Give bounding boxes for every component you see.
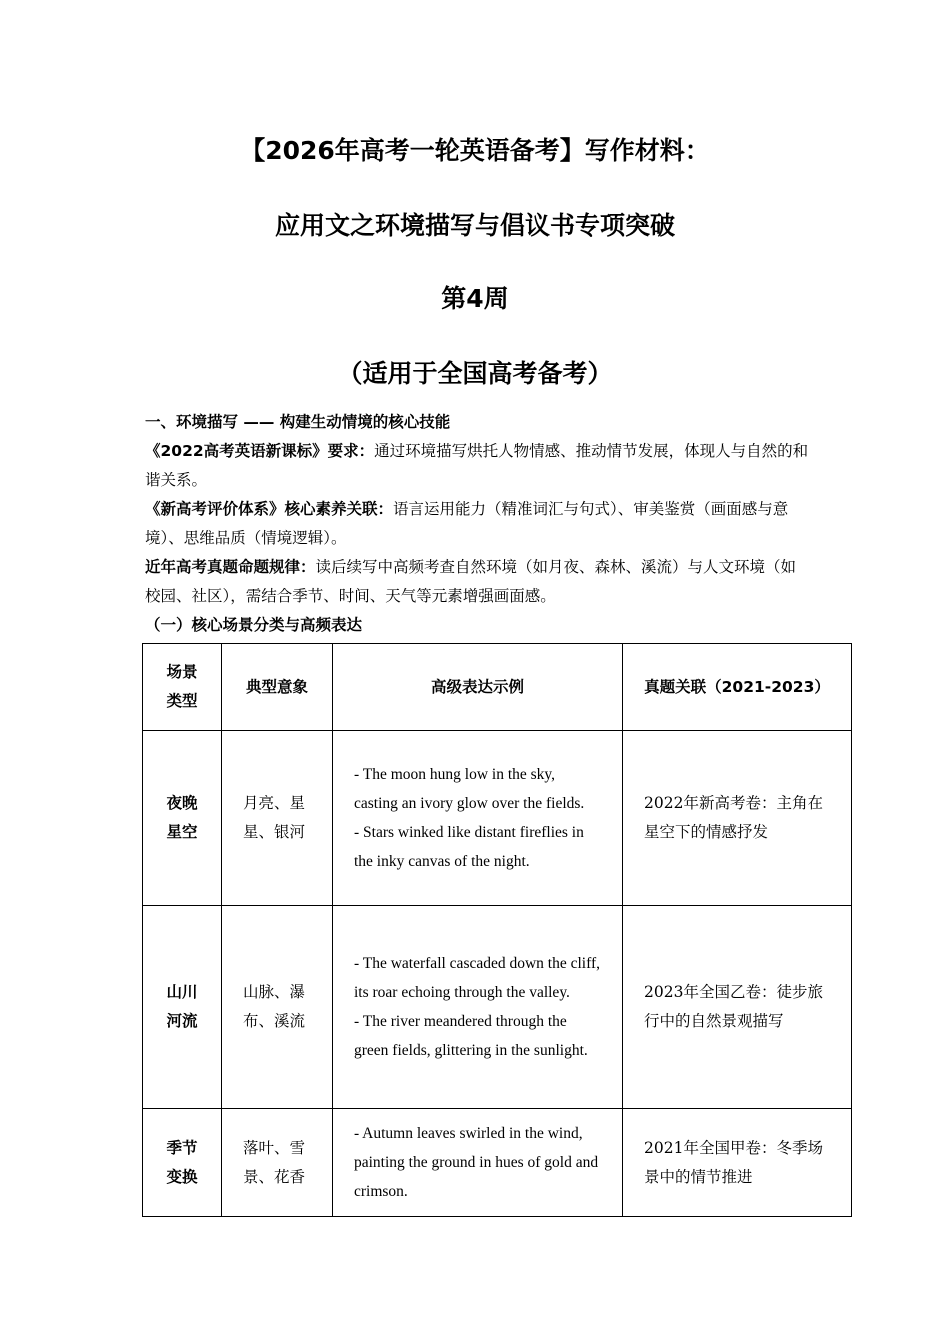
- doc-title-week: 第4周: [441, 284, 509, 313]
- example-line: - Autumn leaves swirled in the wind, painting the ground in hues of gold and crimson.: [354, 1125, 599, 1200]
- images-cell: 月亮、星星、银河: [222, 731, 333, 906]
- subsection-heading: （一）核心场景分类与高频表达: [145, 616, 363, 634]
- table-header-row: [143, 644, 852, 731]
- examples-cell: [333, 731, 623, 906]
- exam-cell: 2022年新高考卷：主角在星空下的情感抒发: [623, 731, 852, 906]
- example-line: - The waterfall cascaded down the cliff, its roar echoing through the valley.: [354, 955, 601, 1001]
- examples-cell: [333, 1109, 623, 1217]
- example-line: - The moon hung low in the sky, casting an ivory glow over the fields.: [354, 766, 585, 812]
- table-row: [143, 906, 852, 1109]
- doc-title-line2: 应用文之环境描写与倡议书专项突破: [274, 211, 675, 240]
- example-line: - The river meandered through the green fields, glittering in the sunlight.: [354, 1013, 588, 1059]
- section-heading: 一、环境描写 —— 构建生动情境的核心技能: [145, 413, 451, 431]
- doc-title-line1: 【2026年高考一轮英语备考】写作材料：: [240, 136, 710, 165]
- scene-table: [142, 643, 852, 1217]
- paragraph-label: 《2022高考英语新课标》要求：: [145, 442, 375, 460]
- paragraph-label: 近年高考真题命题规律：: [145, 558, 316, 576]
- paragraph-label: 《新高考评价体系》核心素养关联：: [145, 500, 394, 518]
- scene-cell: 夜晚星空: [143, 731, 222, 906]
- header-cell: 真题关联（2021-2023）: [623, 644, 852, 731]
- table-row: [143, 1109, 852, 1217]
- paragraph-text: 读后续写中高频考查自然环境（如月夜、森林、溪流）与人文环境（如校园、社区），需结合季节、时间、天气等元素增强画面感。: [145, 558, 797, 605]
- paragraph-curriculum: [145, 437, 810, 495]
- table-row: [143, 731, 852, 906]
- paragraph-evaluation: [145, 495, 810, 553]
- paragraph-text: 通过环境描写烘托人物情感、推动情节发展，体现人与自然的和谐关系。: [145, 442, 809, 489]
- exam-cell: 2021年全国甲卷：冬季场景中的情节推进: [623, 1109, 852, 1217]
- paragraph-exam-pattern: [145, 553, 810, 611]
- doc-title-scope: （适用于全国高考备考）: [337, 359, 613, 388]
- paragraph-text: 语言运用能力（精准词汇与句式）、审美鉴赏（画面感与意境）、思维品质（情境逻辑）。: [145, 500, 789, 547]
- header-cell: 高级表达示例: [333, 644, 623, 731]
- header-cell: 典型意象: [222, 644, 333, 731]
- exam-cell: 2023年全国乙卷：徒步旅行中的自然景观描写: [623, 906, 852, 1109]
- examples-cell: [333, 906, 623, 1109]
- scene-cell: 季节变换: [143, 1109, 222, 1217]
- example-line: - Stars winked like distant fireflies in the inky canvas of the night.: [354, 824, 584, 870]
- images-cell: 落叶、雪景、花香: [222, 1109, 333, 1217]
- scene-cell: 山川河流: [143, 906, 222, 1109]
- images-cell: 山脉、瀑布、溪流: [222, 906, 333, 1109]
- header-cell: 场景类型: [143, 644, 222, 731]
